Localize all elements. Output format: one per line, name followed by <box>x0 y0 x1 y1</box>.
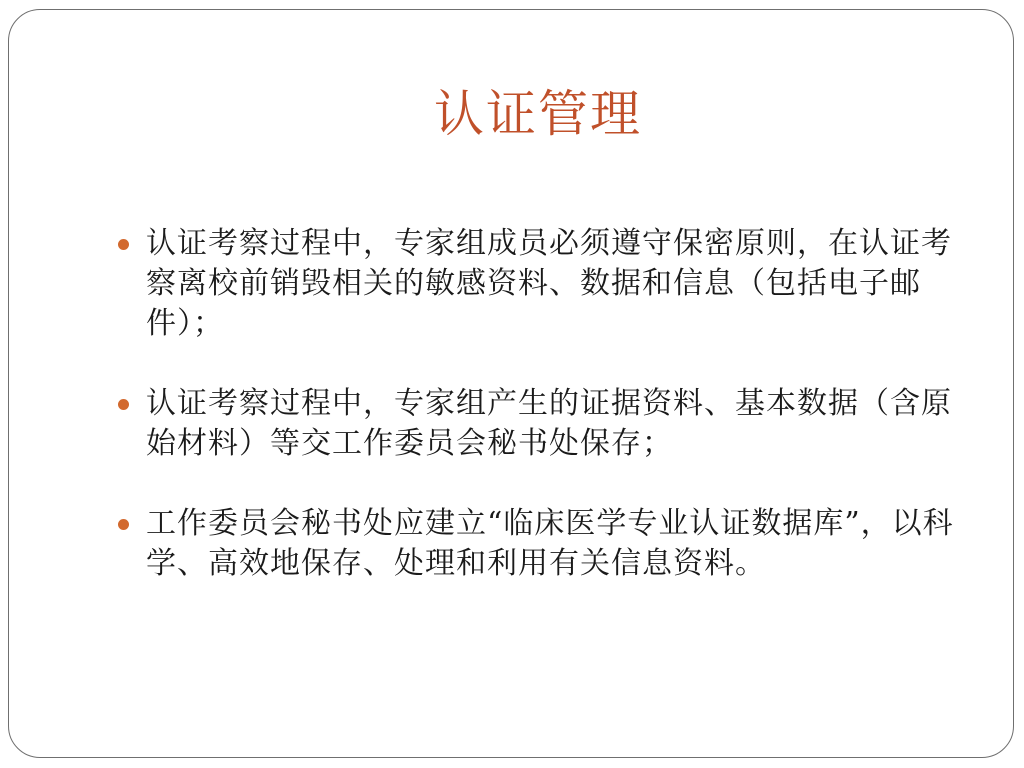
bullet-list <box>116 224 966 624</box>
bullet-text: 工作委员会秘书处应建立“临床医学专业认证数据库”，以科学、高效地保存、处理和利用有关信息资料。 <box>146 506 954 581</box>
bullet-dot-icon <box>118 399 129 410</box>
bullet-text: 认证考察过程中，专家组产生的证据资料、基本数据（含原始材料）等交工作委员会秘书处保存； <box>146 386 952 461</box>
bullet-item <box>116 384 966 464</box>
bullet-dot-icon <box>118 519 129 530</box>
bullet-item <box>116 504 966 584</box>
bullet-item <box>116 224 966 344</box>
bullet-text: 认证考察过程中，专家组成员必须遵守保密原则，在认证考察离校前销毁相关的敏感资料、数据和信息（包括电子邮件）； <box>146 226 952 341</box>
slide-title: 认证管理 <box>434 85 642 143</box>
bullet-dot-icon <box>118 239 129 250</box>
